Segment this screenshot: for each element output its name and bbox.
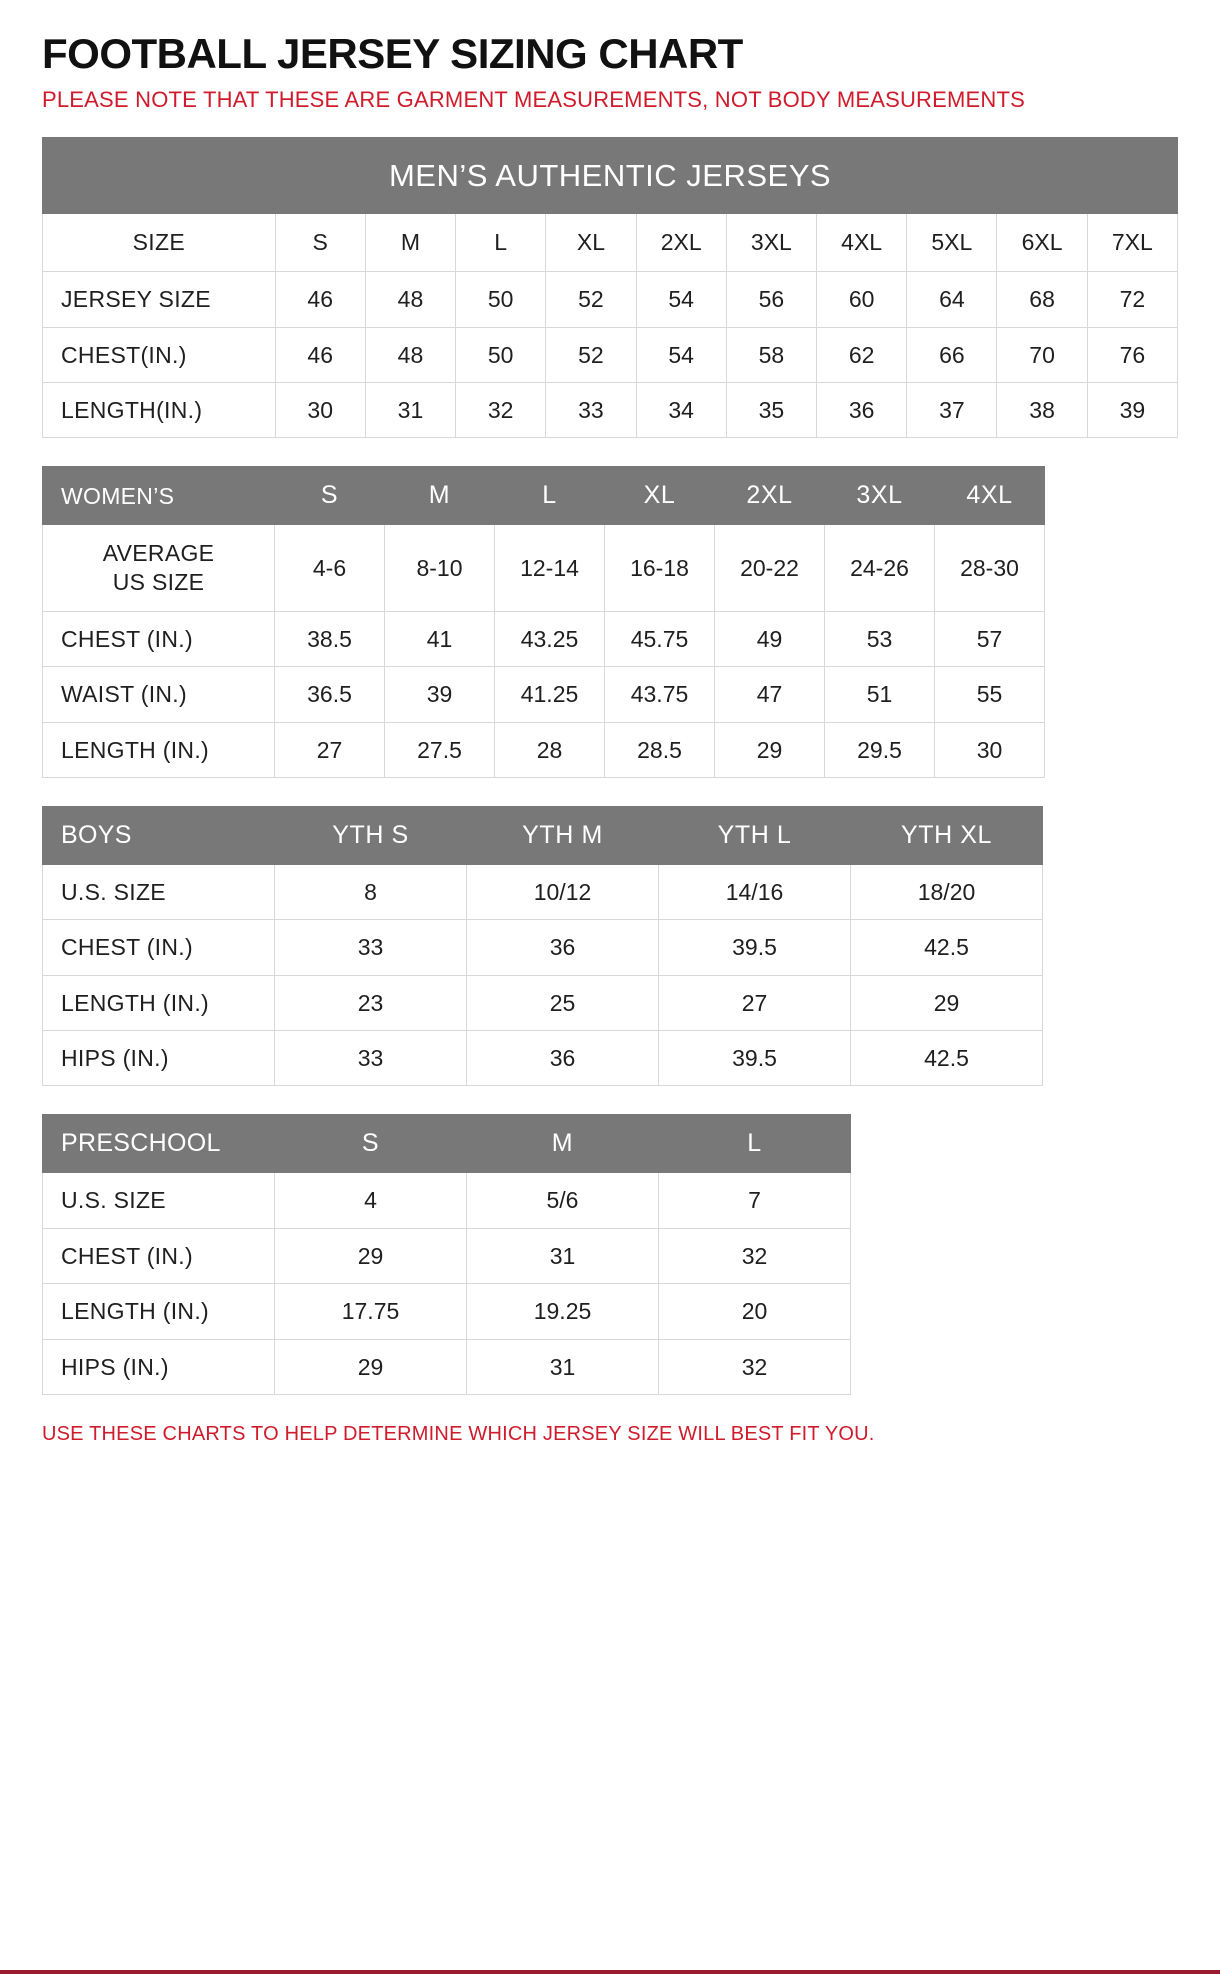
womens-size-header: 3XL [825,467,935,525]
boys-value-cell: 39.5 [659,920,851,975]
womens-value-cell: 8-10 [385,525,495,612]
mens-value-cell: 34 [636,382,726,437]
womens-value-cell: 27.5 [385,722,495,777]
mens-value-cell: 60 [817,272,907,327]
table-row [43,611,1045,666]
table-row [43,1031,1043,1086]
preschool-value-cell: 32 [659,1228,851,1283]
mens-row-label: CHEST(IN.) [43,327,276,382]
womens-size-header: S [275,467,385,525]
preschool-value-cell: 4 [275,1173,467,1228]
table-row [43,975,1043,1030]
table-row [43,1173,851,1228]
preschool-header-row [43,1115,851,1173]
womens-value-cell: 30 [935,722,1045,777]
preschool-value-cell: 20 [659,1284,851,1339]
boys-value-cell: 27 [659,975,851,1030]
womens-size-header: XL [605,467,715,525]
womens-size-header: 2XL [715,467,825,525]
preschool-size-header: S [275,1115,467,1173]
table-row [43,920,1043,975]
womens-value-cell: 57 [935,611,1045,666]
mens-row-label: LENGTH(IN.) [43,382,276,437]
boys-value-cell: 29 [851,975,1043,1030]
preschool-value-cell: 31 [467,1228,659,1283]
boys-value-cell: 33 [275,920,467,975]
preschool-value-cell: 29 [275,1228,467,1283]
womens-value-cell: 4-6 [275,525,385,612]
boys-size-header: YTH M [467,806,659,864]
mens-size-header: 7XL [1087,214,1177,272]
boys-header-label: BOYS [43,806,275,864]
preschool-value-cell: 19.25 [467,1284,659,1339]
preschool-row-label: CHEST (IN.) [43,1228,275,1283]
boys-size-header: YTH L [659,806,851,864]
mens-value-cell: 30 [275,382,365,437]
boys-value-cell: 36 [467,920,659,975]
womens-size-header: 4XL [935,467,1045,525]
boys-value-cell: 42.5 [851,1031,1043,1086]
mens-size-header: 6XL [997,214,1087,272]
preschool-sizing-table [42,1114,851,1395]
mens-value-cell: 70 [997,327,1087,382]
preschool-value-cell: 32 [659,1339,851,1394]
womens-row-label: LENGTH (IN.) [43,722,275,777]
mens-value-cell: 46 [275,272,365,327]
mens-value-cell: 38 [997,382,1087,437]
womens-value-cell: 47 [715,667,825,722]
womens-value-cell: 41.25 [495,667,605,722]
mens-value-cell: 52 [546,327,636,382]
mens-value-cell: 62 [817,327,907,382]
mens-size-header: XL [546,214,636,272]
boys-size-header: YTH XL [851,806,1043,864]
table-row [43,1339,851,1394]
mens-row-label: JERSEY SIZE [43,272,276,327]
mens-value-cell: 54 [636,327,726,382]
preschool-value-cell: 31 [467,1339,659,1394]
footer-note: USE THESE CHARTS TO HELP DETERMINE WHICH JERSEY SIZE WILL BEST FIT YOU. [42,1422,875,1445]
womens-value-cell: 29.5 [825,722,935,777]
womens-row-label: WAIST (IN.) [43,667,275,722]
boys-header-row [43,806,1043,864]
womens-value-cell: 36.5 [275,667,385,722]
mens-value-cell: 36 [817,382,907,437]
mens-sizing-table [42,137,1178,439]
mens-size-header: S [275,214,365,272]
boys-value-cell: 23 [275,975,467,1030]
mens-size-header: L [456,214,546,272]
mens-value-cell: 37 [907,382,997,437]
boys-value-cell: 14/16 [659,864,851,919]
womens-size-header: L [495,467,605,525]
preschool-value-cell: 29 [275,1339,467,1394]
mens-size-header: 5XL [907,214,997,272]
womens-header-row [43,467,1045,525]
mens-value-cell: 52 [546,272,636,327]
boys-sizing-table [42,806,1043,1087]
mens-header-label: SIZE [43,214,276,272]
mens-size-header: 4XL [817,214,907,272]
mens-value-cell: 46 [275,327,365,382]
womens-value-cell: 45.75 [605,611,715,666]
table-row [43,1284,851,1339]
table-row [43,272,1178,327]
boys-size-header: YTH S [275,806,467,864]
table-row [43,382,1178,437]
mens-value-cell: 50 [456,272,546,327]
womens-value-cell: 12-14 [495,525,605,612]
boys-row-label: CHEST (IN.) [43,920,275,975]
womens-value-cell: 55 [935,667,1045,722]
mens-value-cell: 72 [1087,272,1177,327]
mens-value-cell: 39 [1087,382,1177,437]
womens-value-cell: 43.25 [495,611,605,666]
mens-value-cell: 64 [907,272,997,327]
mens-value-cell: 33 [546,382,636,437]
womens-value-cell: 27 [275,722,385,777]
womens-value-cell: 28.5 [605,722,715,777]
preschool-value-cell: 7 [659,1173,851,1228]
womens-value-cell: 16-18 [605,525,715,612]
measurement-disclaimer: PLEASE NOTE THAT THESE ARE GARMENT MEASUREMENTS, NOT BODY MEASUREMENTS [42,87,1026,113]
womens-value-cell: 38.5 [275,611,385,666]
mens-value-cell: 68 [997,272,1087,327]
table-row [43,722,1045,777]
womens-value-cell: 29 [715,722,825,777]
preschool-size-header: M [467,1115,659,1173]
boys-value-cell: 36 [467,1031,659,1086]
mens-value-cell: 48 [365,272,455,327]
preschool-value-cell: 5/6 [467,1173,659,1228]
mens-size-header: 3XL [726,214,816,272]
preschool-header-label: PRESCHOOL [43,1115,275,1173]
mens-value-cell: 48 [365,327,455,382]
mens-value-cell: 35 [726,382,816,437]
mens-size-header: 2XL [636,214,726,272]
table-row [43,864,1043,919]
womens-value-cell: 43.75 [605,667,715,722]
mens-banner-row [43,137,1178,214]
mens-value-cell: 66 [907,327,997,382]
boys-row-label: LENGTH (IN.) [43,975,275,1030]
womens-value-cell: 51 [825,667,935,722]
preschool-size-header: L [659,1115,851,1173]
boys-row-label: HIPS (IN.) [43,1031,275,1086]
mens-value-cell: 56 [726,272,816,327]
womens-value-cell: 20-22 [715,525,825,612]
mens-header-row [43,214,1178,272]
table-row [43,327,1178,382]
womens-value-cell: 28 [495,722,605,777]
womens-value-cell: 24-26 [825,525,935,612]
table-row [43,667,1045,722]
boys-value-cell: 39.5 [659,1031,851,1086]
womens-header-label: WOMEN’S [43,467,275,525]
mens-value-cell: 76 [1087,327,1177,382]
boys-value-cell: 42.5 [851,920,1043,975]
boys-value-cell: 8 [275,864,467,919]
mens-value-cell: 50 [456,327,546,382]
preschool-row-label: U.S. SIZE [43,1173,275,1228]
womens-value-cell: 53 [825,611,935,666]
table-row [43,1228,851,1283]
boys-value-cell: 33 [275,1031,467,1086]
mens-banner: MEN’S AUTHENTIC JERSEYS [43,137,1178,214]
womens-row-label: CHEST (IN.) [43,611,275,666]
womens-value-cell: 41 [385,611,495,666]
mens-value-cell: 31 [365,382,455,437]
boys-row-label: U.S. SIZE [43,864,275,919]
womens-value-cell: 49 [715,611,825,666]
womens-sizing-table [42,466,1045,778]
boys-value-cell: 25 [467,975,659,1030]
preschool-row-label: HIPS (IN.) [43,1339,275,1394]
womens-size-header: M [385,467,495,525]
mens-size-header: M [365,214,455,272]
boys-value-cell: 10/12 [467,864,659,919]
womens-row-label: AVERAGE US SIZE [43,525,275,612]
womens-value-cell: 28-30 [935,525,1045,612]
table-row [43,525,1045,612]
boys-value-cell: 18/20 [851,864,1043,919]
mens-value-cell: 54 [636,272,726,327]
mens-value-cell: 58 [726,327,816,382]
mens-value-cell: 32 [456,382,546,437]
womens-value-cell: 39 [385,667,495,722]
page-title: FOOTBALL JERSEY SIZING CHART [42,30,743,77]
preschool-value-cell: 17.75 [275,1284,467,1339]
preschool-row-label: LENGTH (IN.) [43,1284,275,1339]
